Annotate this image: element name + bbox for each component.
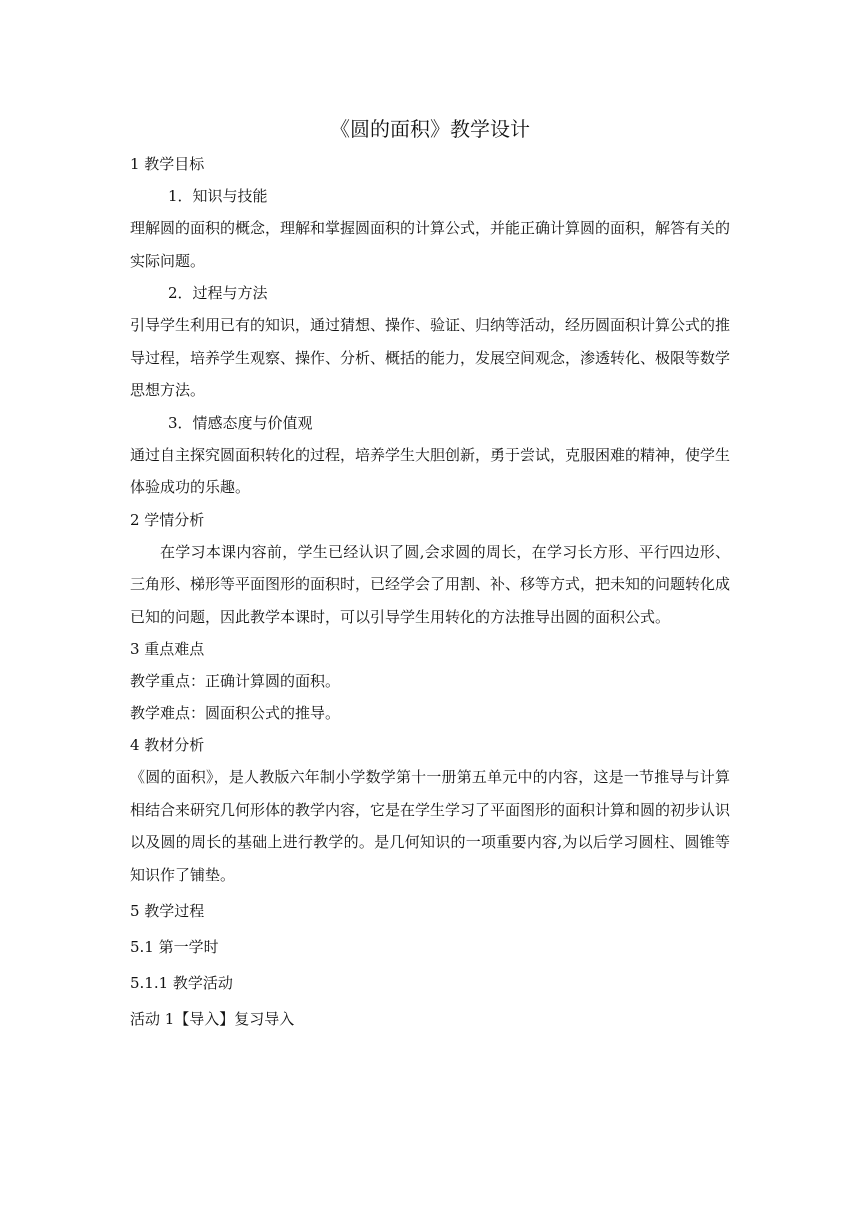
document-title: 《圆的面积》教学设计 xyxy=(330,117,530,141)
section-heading-goals: 1 教学目标 xyxy=(130,155,205,173)
paragraph-knowledge-skills: 理解圆的面积的概念，理解和掌握圆面积的计算公式，并能正确计算圆的面积，解答有关的实际问题。 xyxy=(130,219,731,270)
document-body xyxy=(130,112,730,1035)
lesson-heading: 5.1 第一学时 xyxy=(130,938,219,956)
paragraph-material-analysis: 《圆的面积》，是人教版六年制小学数学第十一册第五单元中的内容，这是一节推导与计算相结合来研究几何形体的教学内容，它是在学生学习了平面图形的面积计算和圆的初步认识以及圆的周长的基础上进行教学的。是几何知识的一项重要内容,为以后学习圆柱、圆锥等知识作了铺垫。 xyxy=(130,768,731,884)
subheading-process-method: 2．过程与方法 xyxy=(168,284,268,302)
difficult-point-line: 教学难点：圆面积公式的推导。 xyxy=(130,704,341,722)
section-heading-analysis: 2 学情分析 xyxy=(130,510,205,529)
section-heading-process: 5 教学过程 xyxy=(130,902,205,920)
section-heading-keypoints: 3 重点难点 xyxy=(130,640,205,658)
paragraph-student-analysis: 在学习本课内容前，学生已经认识了圆,会求圆的周长，在学习长方形、平行四边形、三角形、梯形等平面图形的面积时，已经学会了用割、补、移等方式，把未知的问题转化成已知的问题，因此教学本课时，可以引导学生用转化的方法推导出圆的面积公式。 xyxy=(130,542,731,626)
activities-heading: 5.1.1 教学活动 xyxy=(130,974,233,992)
key-point-line: 教学重点：正确计算圆的面积。 xyxy=(130,672,341,690)
subheading-knowledge-skills: 1．知识与技能 xyxy=(168,187,268,205)
activity-1-heading: 活动 1【导入】复习导入 xyxy=(130,1010,295,1028)
paragraph-process-method: 引导学生利用已有的知识，通过猜想、操作、验证、归纳等活动，经历圆面积计算公式的推导过程，培养学生观察、操作、分析、概括的能力，发展空间观念，渗透转化、极限等数学思想方法。 xyxy=(130,316,731,399)
paragraph-attitude-values: 通过自主探究圆面积转化的过程，培养学生大胆创新，勇于尝试，克服困难的精神，使学生体验成功的乐趣。 xyxy=(130,445,731,496)
section-heading-material: 4 教材分析 xyxy=(130,736,205,754)
subheading-attitude-values: 3．情感态度与价值观 xyxy=(168,413,313,432)
